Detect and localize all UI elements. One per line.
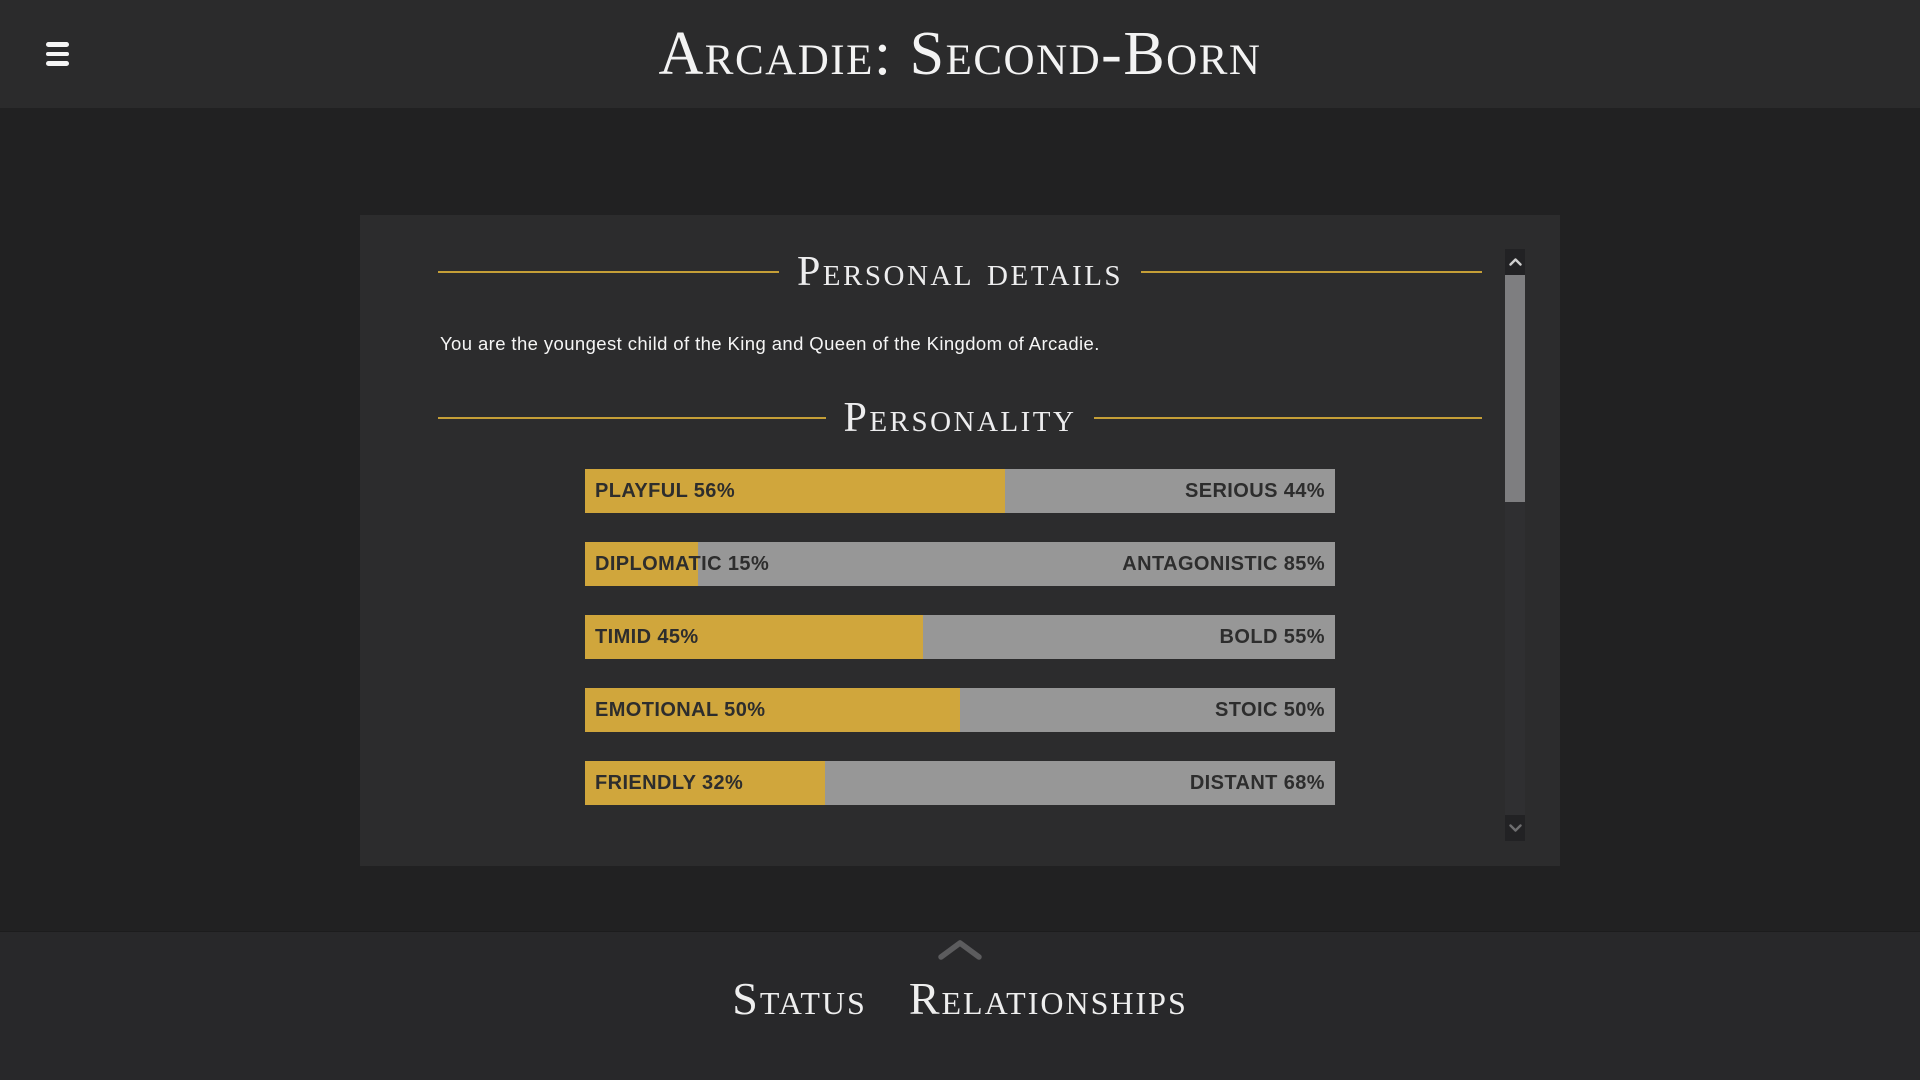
stat-bar [585, 761, 1335, 805]
page-title: Arcadie: Second-Born [658, 19, 1262, 88]
gold-divider-line [1141, 271, 1482, 273]
section-header-personal-details [438, 251, 1482, 293]
stat-bar [585, 542, 1335, 586]
personal-details-text: You are the youngest child of the King and Queen of the Kingdom of Arcadie. [440, 333, 1100, 354]
chevron-up-icon [937, 939, 983, 961]
scrollbar-thumb[interactable] [1505, 275, 1525, 502]
stat-right-label: DISTANT 68% [1189, 771, 1325, 794]
scrollbar-track[interactable] [1505, 275, 1525, 815]
scroll-up-button[interactable] [1505, 249, 1525, 275]
section-title: Personality [843, 395, 1077, 441]
stat-bar [585, 469, 1335, 513]
stat-left-label: TIMID 45% [595, 625, 699, 648]
menu-button[interactable] [46, 39, 76, 69]
panel-scrollbar [1505, 249, 1525, 841]
stat-right-label: STOIC 50% [1215, 698, 1325, 721]
section-title: Personal details [796, 249, 1124, 295]
collapse-panel-button[interactable] [937, 938, 983, 964]
stat-left-label: FRIENDLY 32% [595, 771, 744, 794]
personality-bars [585, 469, 1335, 805]
top-bar [0, 0, 1920, 108]
chevron-up-icon [1509, 258, 1522, 266]
stat-right-label: BOLD 55% [1219, 625, 1325, 648]
bottom-bar [0, 931, 1920, 1080]
scroll-down-button[interactable] [1505, 815, 1525, 841]
footer-buttons [732, 974, 1188, 1025]
stats-panel [360, 215, 1560, 866]
chevron-down-icon [1509, 824, 1522, 832]
stats-panel-content [360, 215, 1560, 805]
hamburger-icon [46, 42, 69, 47]
gold-divider-line [438, 417, 826, 419]
gold-divider-line [438, 271, 779, 273]
stat-bar [585, 688, 1335, 732]
section-header-personality [438, 397, 1482, 439]
stat-right-label: ANTAGONISTIC 85% [1122, 552, 1325, 575]
relationships-button[interactable]: Relationships [908, 973, 1188, 1024]
status-button[interactable]: Status [732, 973, 867, 1024]
stat-bar [585, 615, 1335, 659]
stat-left-label: EMOTIONAL 50% [595, 698, 766, 721]
stat-right-label: SERIOUS 44% [1184, 479, 1325, 502]
stat-left-label: DIPLOMATIC 15% [595, 552, 770, 575]
stat-left-label: PLAYFUL 56% [595, 479, 736, 502]
gold-divider-line [1094, 417, 1482, 419]
